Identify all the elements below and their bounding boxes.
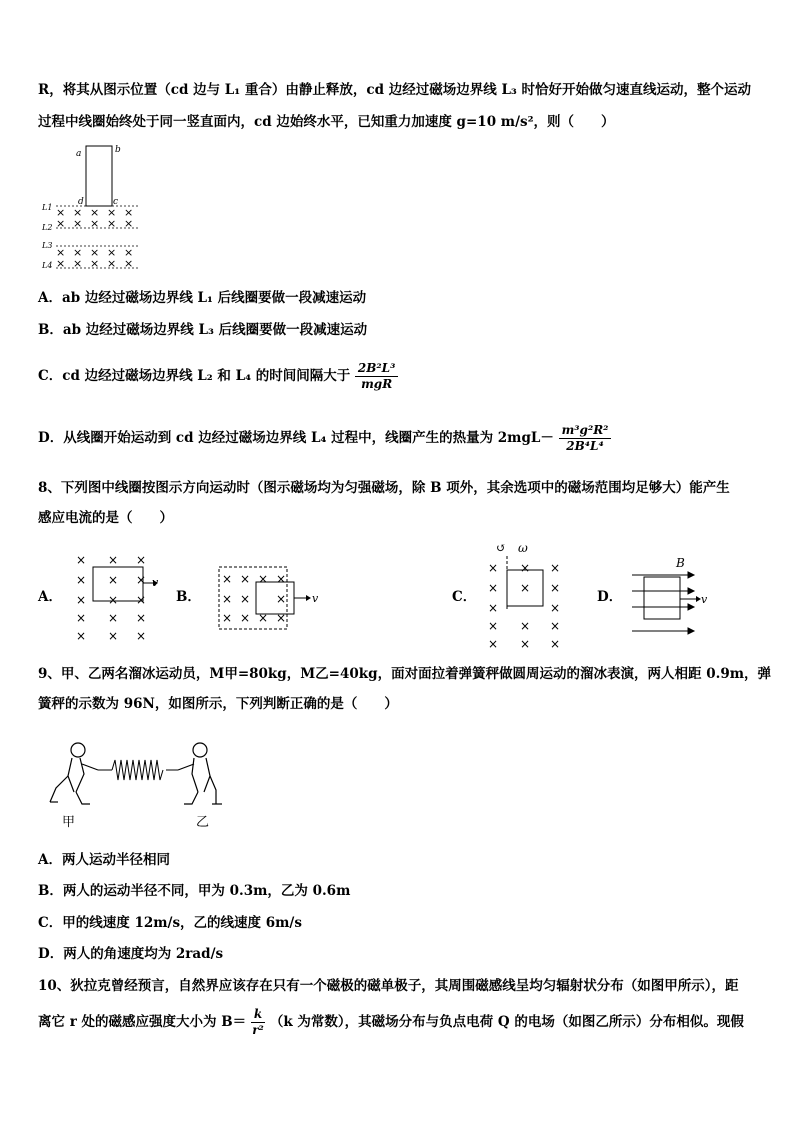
svg-text:×: × (108, 629, 119, 643)
q8-label-c[interactable]: C． (452, 589, 477, 605)
svg-text:×: × (107, 217, 117, 230)
frac-numerator: 2B²L³ (355, 361, 398, 377)
velocity-label: v (312, 592, 319, 605)
svg-text:×: × (76, 553, 87, 567)
velocity-label: v (701, 593, 708, 606)
svg-text:×: × (108, 593, 119, 607)
svg-text:×: × (222, 611, 233, 625)
q7-option-a[interactable]: A．ab 边经过磁场边界线 L₁ 后线圈要做一段减速运动 (38, 290, 367, 306)
q7-stem-line1: R，将其从图示位置（cd 边与 L₁ 重合）由静止释放，cd 边经过磁场边界线 L₃ 时恰好开始做匀速直线运动，整个运动 (38, 82, 752, 98)
svg-text:×: × (108, 573, 119, 587)
svg-text:×: × (276, 611, 287, 625)
svg-text:×: × (76, 593, 87, 607)
svg-text:×: × (124, 217, 134, 230)
q7-option-c-text: C．cd 边经过磁场边界线 L₂ 和 L₄ 的时间间隔大于 (38, 368, 351, 384)
label-yi: 乙 (196, 815, 210, 830)
skater-right (178, 743, 222, 804)
svg-text:×: × (488, 601, 499, 615)
q7-option-d-text: D．从线圈开始运动到 cd 边经过磁场边界线 L₄ 过程中，线圈产生的热量为 2mgL－ (38, 430, 554, 446)
svg-text:×: × (550, 561, 561, 575)
svg-text:×: × (222, 592, 233, 606)
frac-denominator: 2B⁴L⁴ (566, 439, 604, 453)
svg-text:×: × (76, 629, 87, 643)
rotation-icon: ↺ (496, 541, 507, 555)
svg-text:×: × (136, 573, 147, 587)
svg-text:×: × (73, 217, 83, 230)
field-crosses-upper (56, 206, 133, 230)
frac-numerator: m³g²R² (559, 423, 612, 439)
q8-figure-c (482, 540, 572, 650)
q7-option-c[interactable] (38, 358, 398, 394)
coil (256, 582, 294, 614)
svg-text:×: × (124, 257, 134, 270)
svg-text:×: × (488, 561, 499, 575)
omega-label: ω (518, 541, 528, 555)
label-L1: L1 (42, 203, 53, 212)
svg-text:×: × (56, 257, 66, 270)
q8-figure-b (218, 565, 328, 635)
svg-text:×: × (90, 206, 100, 219)
field-lines (632, 572, 694, 634)
svg-text:×: × (73, 206, 83, 219)
svg-text:×: × (76, 611, 87, 625)
svg-text:×: × (488, 637, 499, 651)
svg-text:×: × (108, 553, 119, 567)
q8-label-d[interactable]: D． (597, 589, 623, 605)
svg-text:×: × (56, 246, 66, 259)
corner-d: d (78, 197, 84, 207)
q9-option-c[interactable]: C．甲的线速度 12m/s，乙的线速度 6m/s (38, 915, 302, 931)
svg-text:×: × (488, 581, 499, 595)
corner-b: b (115, 145, 121, 155)
svg-text:×: × (520, 581, 531, 595)
svg-text:×: × (520, 637, 531, 651)
field-label-B: B (676, 556, 685, 570)
svg-text:×: × (550, 601, 561, 615)
svg-text:×: × (550, 637, 561, 651)
q10-stem-line1: 10、狄拉克曾经预言，自然界应该存在只有一个磁极的磁单极子，其周围磁感线呈均匀辐射状分布（如图甲所示），距 (38, 978, 739, 994)
svg-text:×: × (488, 619, 499, 633)
q8-label-b[interactable]: B． (176, 589, 201, 605)
frac-denominator: mgR (361, 377, 393, 391)
q7-option-d-fraction (559, 423, 612, 454)
svg-text:×: × (124, 246, 134, 259)
label-L3: L3 (42, 241, 53, 250)
q9-stem-line2: 簧秤的示数为 96N，如图所示，下列判断正确的是（ ） (38, 696, 398, 712)
svg-text:×: × (136, 611, 147, 625)
q9-stem-line1: 9、甲、乙两名溜冰运动员，M甲=80kg，M乙=40kg，面对面拉着弹簧秤做圆周运动的溜冰表演，两人相距 0.9m，弹 (38, 666, 772, 682)
frac-denominator: r² (252, 1023, 264, 1037)
q10-fraction (251, 1007, 265, 1038)
q9-option-b[interactable]: B．两人的运动半径不同，甲为 0.3m，乙为 0.6m (38, 883, 351, 899)
svg-text:×: × (240, 572, 251, 586)
q10-stem-line2 (38, 1004, 744, 1040)
spring (112, 760, 163, 780)
label-L4: L4 (42, 261, 53, 270)
q9-option-d[interactable]: D．两人的角速度均为 2rad/s (38, 946, 224, 962)
svg-text:×: × (108, 611, 119, 625)
q8-figure-d (630, 555, 720, 635)
svg-text:×: × (76, 573, 87, 587)
svg-text:×: × (550, 581, 561, 595)
q8-stem-line1: 8、下列图中线圈按图示方向运动时（图示磁场均为匀强磁场，除 B 项外，其余选项中的磁场范围均足够大）能产生 (38, 480, 730, 496)
q10-stem-line2-part2: （k 为常数），其磁场分布与负点电荷 Q 的电场（如图乙所示）分布相似。现假 (269, 1014, 744, 1030)
q7-option-c-fraction (355, 361, 398, 392)
corner-c: c (113, 197, 119, 207)
corner-a: a (76, 149, 82, 159)
field-crosses-lower (56, 246, 133, 270)
svg-text:×: × (258, 611, 269, 625)
svg-text:×: × (222, 572, 233, 586)
q8-label-a[interactable]: A． (38, 589, 62, 605)
svg-text:×: × (550, 619, 561, 633)
svg-text:×: × (90, 257, 100, 270)
svg-text:×: × (90, 217, 100, 230)
q9-option-a[interactable]: A．两人运动半径相同 (38, 852, 170, 868)
svg-text:×: × (73, 246, 83, 259)
skater-left (50, 743, 98, 804)
svg-text:×: × (90, 246, 100, 259)
q8-figure-a (68, 550, 178, 646)
velocity-label: v (152, 576, 159, 589)
svg-text:×: × (520, 619, 531, 633)
svg-text:×: × (124, 206, 134, 219)
svg-text:×: × (136, 629, 147, 643)
q7-option-d[interactable] (38, 420, 611, 456)
svg-text:×: × (136, 553, 147, 567)
svg-text:×: × (56, 217, 66, 230)
svg-text:×: × (107, 246, 117, 259)
svg-text:×: × (520, 561, 531, 575)
svg-text:×: × (276, 572, 287, 586)
q7-figure (40, 142, 150, 272)
q7-stem-line2: 过程中线圈始终处于同一竖直面内，cd 边始终水平，已知重力加速度 g=10 m/s²，则（ ） (38, 114, 615, 130)
svg-text:×: × (136, 593, 147, 607)
q10-stem-line2-part1: 离它 r 处的磁感应强度大小为 B＝ (38, 1014, 247, 1030)
label-L2: L2 (42, 223, 53, 232)
svg-text:×: × (258, 572, 269, 586)
svg-text:×: × (107, 257, 117, 270)
svg-text:×: × (240, 611, 251, 625)
q8-stem-line2: 感应电流的是（ ） (38, 510, 173, 526)
svg-text:×: × (56, 206, 66, 219)
svg-text:×: × (276, 592, 287, 606)
q9-skaters-figure (46, 740, 226, 830)
label-jia: 甲 (62, 815, 76, 830)
svg-text:×: × (73, 257, 83, 270)
q7-option-b[interactable]: B．ab 边经过磁场边界线 L₃ 后线圈要做一段减速运动 (38, 322, 368, 338)
svg-text:×: × (240, 592, 251, 606)
coil (644, 577, 680, 619)
coil-rect (86, 146, 112, 206)
frac-numerator: k (251, 1007, 265, 1023)
svg-text:×: × (107, 206, 117, 219)
